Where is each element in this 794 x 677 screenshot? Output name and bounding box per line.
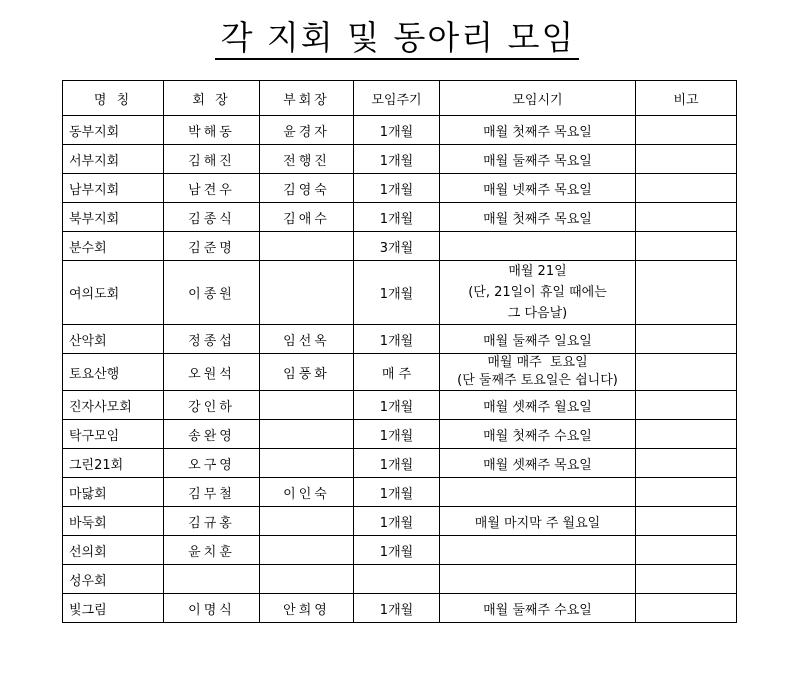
header-president: 회 장 [164, 81, 260, 116]
cell-vice [260, 391, 354, 420]
cell-vice: 임선옥 [260, 325, 354, 354]
cell-vice [260, 507, 354, 536]
cell-time: 매월 둘째주 목요일 [440, 145, 636, 174]
cell-note [636, 203, 737, 232]
cell-note [636, 478, 737, 507]
cell-president: 김준명 [164, 232, 260, 261]
cell-cycle: 1개월 [354, 116, 440, 145]
cell-vice: 이인숙 [260, 478, 354, 507]
cell-note [636, 565, 737, 594]
cell-cycle: 1개월 [354, 174, 440, 203]
cell-cycle: 1개월 [354, 536, 440, 565]
cell-time-line: 매월 21일 [508, 264, 567, 279]
cell-vice [260, 420, 354, 449]
cell-note [636, 325, 737, 354]
cell-cycle [354, 565, 440, 594]
cell-time: 매월 셋째주 목요일 [440, 449, 636, 478]
cell-time [440, 565, 636, 594]
cell-time: 매월 둘째주 일요일 [440, 325, 636, 354]
cell-vice: 윤경자 [260, 116, 354, 145]
cell-note [636, 507, 737, 536]
cell-name: 남부지회 [63, 174, 164, 203]
cell-note [636, 449, 737, 478]
cell-name: 그린21회 [63, 449, 164, 478]
header-note: 비고 [636, 81, 737, 116]
cell-name: 마닳회 [63, 478, 164, 507]
cell-cycle: 매 주 [354, 354, 440, 391]
header-cycle: 모임주기 [354, 81, 440, 116]
club-table [62, 80, 737, 623]
cell-name: 성우회 [63, 565, 164, 594]
cell-note [636, 594, 737, 623]
cell-time-line: 그 다음날) [507, 306, 568, 321]
table-row [63, 232, 737, 261]
cell-vice [260, 232, 354, 261]
cell-president: 김규홍 [164, 507, 260, 536]
cell-vice: 임풍화 [260, 354, 354, 391]
cell-note [636, 261, 737, 325]
cell-president: 박해동 [164, 116, 260, 145]
page-title: 각 지회 및 동아리 모임 [0, 18, 794, 60]
cell-name: 동부지회 [63, 116, 164, 145]
table-row [63, 507, 737, 536]
cell-name: 산악회 [63, 325, 164, 354]
cell-name: 바둑회 [63, 507, 164, 536]
cell-president: 오구영 [164, 449, 260, 478]
cell-cycle: 1개월 [354, 449, 440, 478]
cell-time: 매월 셋째주 월요일 [440, 391, 636, 420]
header-name: 명 칭 [63, 81, 164, 116]
cell-name: 선의회 [63, 536, 164, 565]
table-row [63, 203, 737, 232]
cell-note [636, 391, 737, 420]
cell-time-line: (단, 21일이 휴일 때에는 [468, 285, 607, 300]
cell-vice: 전행진 [260, 145, 354, 174]
cell-cycle: 1개월 [354, 261, 440, 325]
table-row [63, 449, 737, 478]
cell-president: 이종원 [164, 261, 260, 325]
table-row [63, 325, 737, 354]
cell-note [636, 232, 737, 261]
cell-time [440, 354, 636, 391]
cell-name: 여의도회 [63, 261, 164, 325]
cell-name: 탁구모임 [63, 420, 164, 449]
cell-president [164, 565, 260, 594]
cell-cycle: 1개월 [354, 325, 440, 354]
cell-cycle: 1개월 [354, 507, 440, 536]
cell-vice: 안희영 [260, 594, 354, 623]
table-row [63, 478, 737, 507]
table-row [63, 565, 737, 594]
table-row [63, 174, 737, 203]
cell-cycle: 1개월 [354, 391, 440, 420]
table-row [63, 391, 737, 420]
table-row [63, 145, 737, 174]
cell-name: 진자사모회 [63, 391, 164, 420]
cell-president: 이명식 [164, 594, 260, 623]
cell-president: 김종식 [164, 203, 260, 232]
table-row [63, 261, 737, 325]
cell-cycle: 1개월 [354, 420, 440, 449]
cell-president: 남견우 [164, 174, 260, 203]
cell-time: 매월 마지막 주 월요일 [440, 507, 636, 536]
header-time: 모임시기 [440, 81, 636, 116]
cell-time-line: 매월 매주 토요일 [487, 355, 588, 370]
cell-vice: 김애수 [260, 203, 354, 232]
header-vice: 부회장 [260, 81, 354, 116]
cell-name: 북부지회 [63, 203, 164, 232]
cell-time: 매월 첫째주 목요일 [440, 203, 636, 232]
cell-president: 윤치훈 [164, 536, 260, 565]
cell-time: 매월 첫째주 목요일 [440, 116, 636, 145]
cell-president: 김해진 [164, 145, 260, 174]
cell-name: 서부지회 [63, 145, 164, 174]
cell-time [440, 232, 636, 261]
cell-vice [260, 565, 354, 594]
cell-time: 매월 둘째주 수요일 [440, 594, 636, 623]
cell-president: 오원석 [164, 354, 260, 391]
cell-note [636, 354, 737, 391]
cell-cycle: 3개월 [354, 232, 440, 261]
cell-vice [260, 449, 354, 478]
cell-cycle: 1개월 [354, 478, 440, 507]
cell-name: 빛그림 [63, 594, 164, 623]
cell-president: 김무철 [164, 478, 260, 507]
cell-cycle: 1개월 [354, 203, 440, 232]
cell-president: 정종섭 [164, 325, 260, 354]
cell-president: 송완영 [164, 420, 260, 449]
cell-vice [260, 261, 354, 325]
cell-vice [260, 536, 354, 565]
cell-vice: 김영숙 [260, 174, 354, 203]
cell-note [636, 145, 737, 174]
cell-cycle: 1개월 [354, 145, 440, 174]
table-row [63, 536, 737, 565]
cell-time [440, 536, 636, 565]
cell-president: 강인하 [164, 391, 260, 420]
cell-name: 분수회 [63, 232, 164, 261]
cell-time [440, 478, 636, 507]
cell-cycle: 1개월 [354, 594, 440, 623]
cell-time [440, 261, 636, 325]
cell-note [636, 420, 737, 449]
table-row [63, 116, 737, 145]
table-row [63, 354, 737, 391]
cell-name: 토요산행 [63, 354, 164, 391]
cell-note [636, 116, 737, 145]
table-row [63, 594, 737, 623]
cell-time: 매월 첫째주 수요일 [440, 420, 636, 449]
cell-time-line: (단 둘째주 토요일은 쉽니다) [457, 373, 618, 388]
cell-note [636, 536, 737, 565]
cell-note [636, 174, 737, 203]
cell-time: 매월 넷째주 목요일 [440, 174, 636, 203]
header-row [63, 81, 737, 116]
table-row [63, 420, 737, 449]
